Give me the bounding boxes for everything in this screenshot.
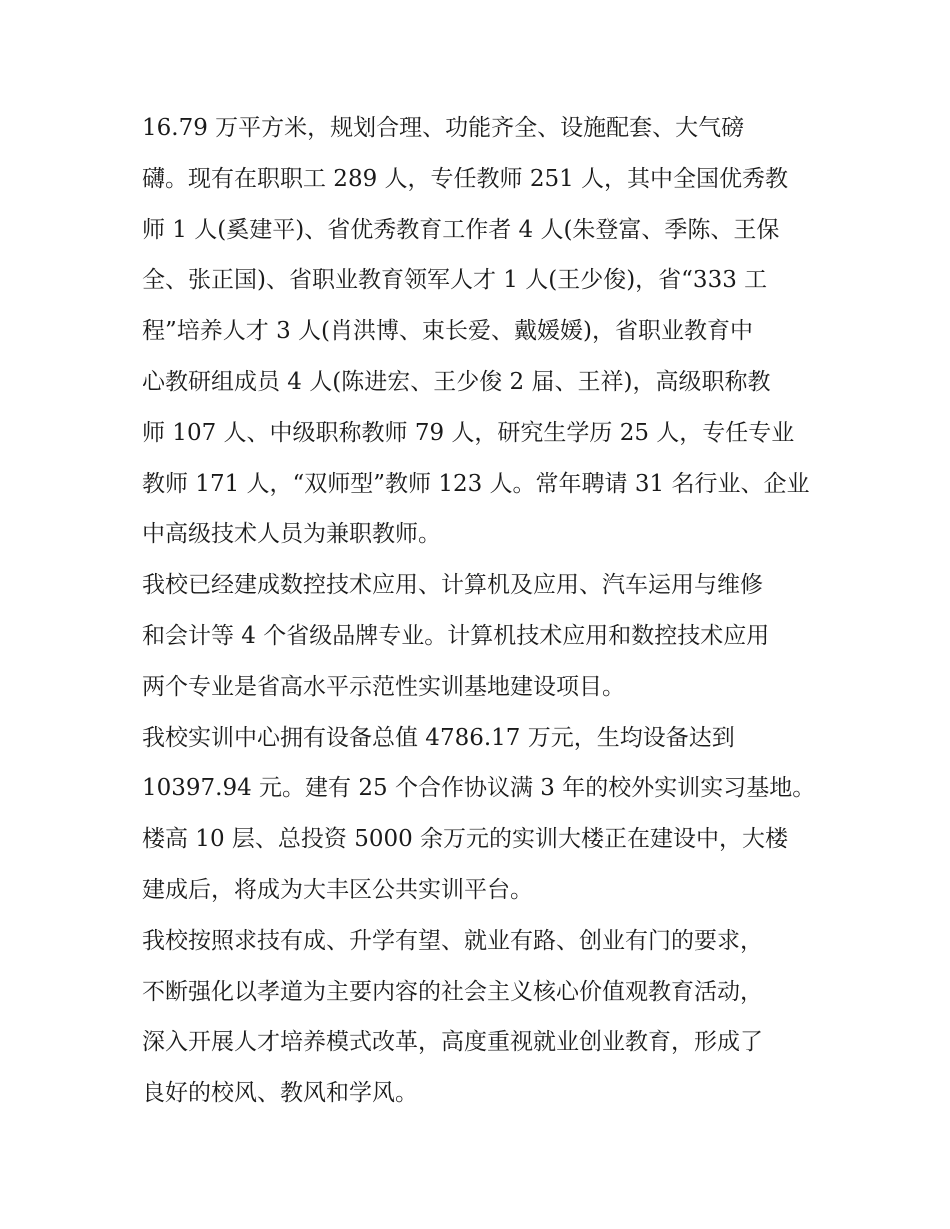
- text-line: 中高级技术人员为兼职教师。: [142, 521, 441, 548]
- text-line: 不断强化以孝道为主要内容的社会主义核心价值观教育活动，: [142, 978, 763, 1005]
- text-line: 两个专业是省高水平示范性实训基地建设项目。: [142, 673, 625, 700]
- text-line: 和会计等 4 个省级品牌专业。计算机技术应用和数控技术应用: [142, 622, 770, 649]
- text-line: 师 107 人、中级职称教师 79 人，研究生学历 25 人，专任专业: [142, 419, 795, 446]
- paragraph-school-culture: [142, 916, 822, 1119]
- text-line: 教师 171 人，“双师型”教师 123 人。常年聘请 31 名行业、企业: [142, 470, 810, 497]
- text-line: 建成后，将成为大丰区公共实训平台。: [142, 876, 533, 903]
- text-line: 16.79 万平方米，规划合理、功能齐全、设施配套、大气磅: [142, 115, 745, 141]
- document-body: [142, 103, 822, 1119]
- text-line: 深入开展人才培养模式改革，高度重视就业创业教育，形成了: [142, 1029, 763, 1056]
- text-line: 10397.94 元。建有 25 个合作协议满 3 年的校外实训实习基地。: [142, 775, 816, 802]
- text-line: 我校实训中心拥有设备总值 4786.17 万元，生均设备达到: [142, 724, 735, 751]
- paragraph-campus-staff: [142, 103, 822, 560]
- paragraph-brand-majors: [142, 560, 822, 712]
- paragraph-training-center: [142, 713, 822, 916]
- text-line: 我校按照求技有成、升学有望、就业有路、创业有门的要求，: [142, 927, 763, 954]
- text-line: 师 1 人(奚建平)、省优秀教育工作者 4 人(朱登富、季陈、王保: [142, 216, 780, 243]
- text-line: 我校已经建成数控技术应用、计算机及应用、汽车运用与维修: [142, 572, 763, 599]
- text-line: 全、张正国)、省职业教育领军人才 1 人(王少俊)，省“333 工: [142, 267, 768, 294]
- text-line: 楼高 10 层、总投资 5000 余万元的实训大楼正在建设中，大楼: [142, 826, 789, 853]
- text-line: 程”培养人才 3 人(肖洪博、束长爱、戴媛媛)，省职业教育中: [142, 318, 753, 345]
- text-line: 心教研组成员 4 人(陈进宏、王少俊 2 届、王祥)，高级职称教: [142, 368, 771, 395]
- text-line: 良好的校风、教风和学风。: [142, 1080, 418, 1107]
- text-line: 礴。现有在职职工 289 人，专任教师 251 人，其中全国优秀教: [142, 165, 789, 192]
